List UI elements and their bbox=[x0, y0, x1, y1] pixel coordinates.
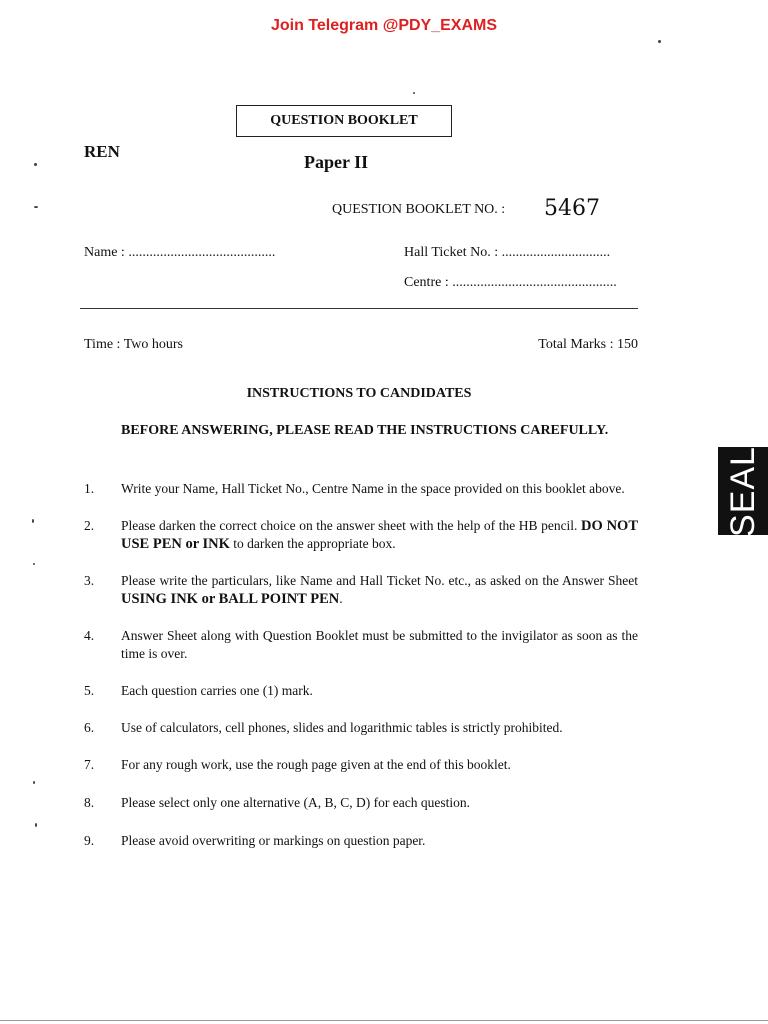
scan-speck bbox=[34, 163, 37, 166]
total-marks: Total Marks : 150 bbox=[538, 337, 638, 352]
scan-speck bbox=[32, 519, 34, 523]
instruction-text bbox=[121, 480, 638, 498]
seal-text: SEAL bbox=[723, 445, 762, 537]
instruction-item bbox=[84, 572, 638, 608]
instruction-text bbox=[121, 682, 638, 700]
instruction-text bbox=[121, 627, 638, 663]
instruction-text-part: . bbox=[339, 591, 343, 606]
paper-title: Paper II bbox=[304, 152, 369, 172]
question-booklet-box bbox=[236, 105, 452, 137]
instruction-text-part: Please darken the correct choice on the answer sheet with the help of the HB pencil. bbox=[121, 518, 582, 533]
seal-stamp bbox=[718, 447, 768, 535]
page-bottom-edge bbox=[0, 1020, 768, 1021]
instruction-text-part: Please avoid overwriting or markings on question paper. bbox=[121, 833, 426, 848]
instruction-text-part: Please select only one alternative (A, B, C, D) for each question. bbox=[121, 795, 471, 810]
instruction-emphasis: DO NOT USE PEN or INK bbox=[121, 518, 639, 552]
scan-speck bbox=[33, 781, 35, 784]
instruction-text-part: For any rough work, use the rough page given at the end of this booklet. bbox=[121, 757, 511, 772]
instruction-text bbox=[121, 572, 638, 608]
instruction-item bbox=[84, 794, 638, 812]
instruction-text-part: Please write the particulars, like Name and Hall Ticket No. etc., as asked on the Answer Sheet bbox=[121, 573, 638, 588]
instruction-item bbox=[84, 682, 638, 700]
instruction-item bbox=[84, 480, 638, 498]
centre-field: Centre : ............................................... bbox=[404, 275, 617, 290]
instruction-text-part: Answer Sheet along with Question Booklet must be submitted to the invigilator as soon as the time is over. bbox=[121, 628, 638, 661]
instruction-text-part: Write your Name, Hall Ticket No., Centre Name in the space provided on this booklet above. bbox=[121, 481, 625, 496]
instruction-text-part: to darken the appropriate box. bbox=[229, 536, 396, 551]
instruction-item bbox=[84, 756, 638, 774]
name-field: Name : .......................................... bbox=[84, 245, 276, 260]
instruction-text bbox=[121, 756, 638, 774]
question-booklet-label: QUESTION BOOKLET bbox=[270, 113, 418, 128]
instruction-item bbox=[84, 832, 638, 850]
instructions-list bbox=[84, 480, 638, 850]
instruction-text bbox=[121, 832, 638, 850]
hall-ticket-field: Hall Ticket No. : ............................... bbox=[404, 245, 611, 260]
instruction-number: 6. bbox=[84, 720, 95, 735]
booklet-number-label: QUESTION BOOKLET NO. : bbox=[332, 202, 506, 217]
instruction-item bbox=[84, 719, 638, 737]
instruction-number: 5. bbox=[84, 683, 95, 698]
instruction-number: 9. bbox=[84, 833, 95, 848]
instruction-text-part: Each question carries one (1) mark. bbox=[121, 683, 313, 698]
telegram-banner: Join Telegram @PDY_EXAMS bbox=[270, 17, 498, 34]
instruction-text bbox=[121, 794, 638, 812]
instruction-number: 7. bbox=[84, 757, 95, 772]
scan-speck bbox=[35, 823, 37, 827]
instruction-number: 8. bbox=[84, 795, 95, 810]
instruction-emphasis: USING INK or BALL POINT PEN bbox=[121, 591, 340, 607]
instruction-item bbox=[84, 627, 638, 663]
header-divider bbox=[80, 308, 638, 309]
instruction-text-part: Use of calculators, cell phones, slides and logarithmic tables is strictly prohibited. bbox=[121, 720, 563, 735]
instruction-item bbox=[84, 517, 638, 553]
time-allowed: Time : Two hours bbox=[84, 337, 183, 352]
instruction-number: 2. bbox=[84, 518, 95, 533]
instructions-title: INSTRUCTIONS TO CANDIDATES bbox=[246, 386, 472, 401]
before-answering-note: BEFORE ANSWERING, PLEASE READ THE INSTRUCTIONS CAREFULLY. bbox=[121, 423, 609, 438]
instruction-number: 3. bbox=[84, 573, 95, 588]
instruction-number: 1. bbox=[84, 481, 95, 496]
scan-speck bbox=[658, 40, 661, 43]
instruction-text bbox=[121, 719, 638, 737]
scan-speck bbox=[34, 206, 38, 208]
instruction-number: 4. bbox=[84, 628, 95, 643]
scan-speck bbox=[33, 563, 35, 565]
booklet-number: 5467 bbox=[544, 196, 600, 221]
subject-code: REN bbox=[84, 142, 120, 161]
scan-speck bbox=[413, 92, 415, 94]
instruction-text bbox=[121, 517, 638, 553]
